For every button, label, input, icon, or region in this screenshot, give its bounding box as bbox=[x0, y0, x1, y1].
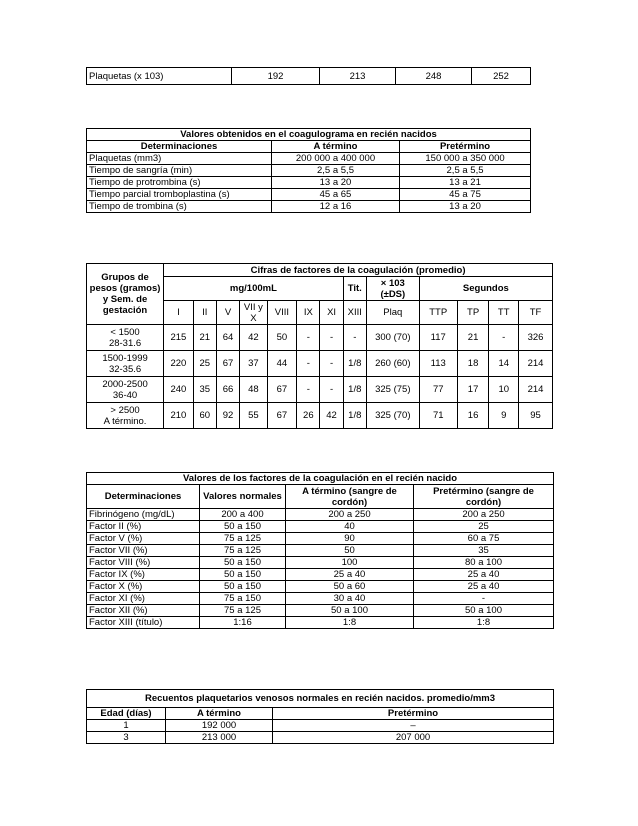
row-label: Fibrinógeno (mg/dL) bbox=[87, 509, 200, 521]
coagulogram-table bbox=[86, 128, 531, 213]
table-row bbox=[87, 68, 531, 85]
group-weight: < 1500 bbox=[110, 326, 140, 338]
cell-value: - bbox=[320, 351, 343, 377]
table-row bbox=[87, 605, 554, 617]
cell-value: 25 bbox=[193, 351, 216, 377]
subheader-plaq: × 103 (±DS) bbox=[366, 277, 419, 301]
group-label bbox=[87, 351, 164, 377]
table-row bbox=[87, 617, 554, 629]
cell-value: 75 a 150 bbox=[200, 593, 286, 605]
cell-value: 50 a 150 bbox=[200, 557, 286, 569]
column-header: IX bbox=[297, 301, 320, 325]
row-label: Tiempo de protrombina (s) bbox=[87, 177, 272, 189]
column-header: TF bbox=[519, 301, 553, 325]
cell-value: 300 (70) bbox=[366, 325, 419, 351]
row-label: Factor VII (%) bbox=[87, 545, 200, 557]
cell-value: - bbox=[320, 325, 343, 351]
cell-value: 25 bbox=[414, 521, 554, 533]
group-weight: 2000-2500 bbox=[102, 378, 148, 390]
cell-value: 17 bbox=[457, 377, 489, 403]
cell-value: 26 bbox=[297, 403, 320, 429]
table-row bbox=[87, 545, 554, 557]
cell-value: 90 bbox=[286, 533, 414, 545]
cell-value: 13 a 20 bbox=[272, 177, 400, 189]
row-label: Plaquetas (mm3) bbox=[87, 153, 272, 165]
cell-value: 25 a 40 bbox=[286, 569, 414, 581]
group-label bbox=[87, 377, 164, 403]
cell-value: 192 000 bbox=[166, 720, 273, 732]
cell-value: 213 000 bbox=[166, 732, 273, 744]
column-header: Edad (días) bbox=[87, 708, 166, 720]
cell-value: 1:8 bbox=[286, 617, 414, 629]
subheader-tit: Tit. bbox=[343, 277, 366, 301]
column-header: Pretérmino bbox=[273, 708, 554, 720]
cell-value: 210 bbox=[164, 403, 194, 429]
cell-value: 220 bbox=[164, 351, 194, 377]
cell-value: 200 a 400 bbox=[200, 509, 286, 521]
group-weeks: A término. bbox=[103, 415, 147, 427]
group-weeks: 36-40 bbox=[112, 389, 138, 401]
cell-value: 50 a 150 bbox=[200, 569, 286, 581]
cell-value: 200 a 250 bbox=[414, 509, 554, 521]
cell-value: 92 bbox=[216, 403, 239, 429]
row-label: Factor IX (%) bbox=[87, 569, 200, 581]
cell-value: 95 bbox=[519, 403, 553, 429]
cell-value: 18 bbox=[457, 351, 489, 377]
cell-value: 1/8 bbox=[343, 403, 366, 429]
row-label: Factor V (%) bbox=[87, 533, 200, 545]
platelets-value: 248 bbox=[396, 68, 472, 85]
cell-value: 16 bbox=[457, 403, 489, 429]
group-header: Grupos de pesos (gramos) y Sem. de gestación bbox=[87, 264, 164, 325]
row-label: Tiempo de sangría (min) bbox=[87, 165, 272, 177]
column-header: I bbox=[164, 301, 194, 325]
cell-value: - bbox=[489, 325, 519, 351]
cell-value: 50 a 60 bbox=[286, 581, 414, 593]
table-row bbox=[87, 581, 554, 593]
cell-value: 325 (70) bbox=[366, 403, 419, 429]
cell-value: 214 bbox=[519, 351, 553, 377]
cell-value: 45 a 65 bbox=[272, 189, 400, 201]
table-row bbox=[87, 189, 531, 201]
table-row bbox=[87, 569, 554, 581]
cell-value: 75 a 125 bbox=[200, 605, 286, 617]
cell-value: 2,5 a 5,5 bbox=[400, 165, 531, 177]
cell-value: 80 a 100 bbox=[414, 557, 554, 569]
cell-value: 12 a 16 bbox=[272, 201, 400, 213]
cell-value: 240 bbox=[164, 377, 194, 403]
cell-value: 55 bbox=[240, 403, 267, 429]
table-row bbox=[87, 521, 554, 533]
column-header: VII y X bbox=[240, 301, 267, 325]
cell-value: - bbox=[297, 351, 320, 377]
column-header: Determinaciones bbox=[87, 485, 200, 509]
cell-value: 3 bbox=[87, 732, 166, 744]
cell-value: 71 bbox=[419, 403, 457, 429]
column-header: XIII bbox=[343, 301, 366, 325]
cell-value: 35 bbox=[414, 545, 554, 557]
column-header: Determinaciones bbox=[87, 141, 272, 153]
cell-value: 326 bbox=[519, 325, 553, 351]
cell-value: 1/8 bbox=[343, 377, 366, 403]
table-row bbox=[87, 732, 554, 744]
cell-value: 50 bbox=[286, 545, 414, 557]
cell-value: 37 bbox=[240, 351, 267, 377]
cell-value: - bbox=[320, 377, 343, 403]
table-row bbox=[87, 593, 554, 605]
table-row bbox=[87, 201, 531, 213]
cell-value: 9 bbox=[489, 403, 519, 429]
cell-value: 25 a 40 bbox=[414, 581, 554, 593]
platelet-counts-table bbox=[86, 689, 554, 744]
cell-value: 67 bbox=[216, 351, 239, 377]
group-weeks: 28-31.6 bbox=[108, 337, 142, 349]
table-title: Recuentos plaquetarios venosos normales en recién nacidos. promedio/mm3 bbox=[87, 690, 554, 708]
table-title: Valores obtenidos en el coagulograma en recién nacidos bbox=[87, 129, 531, 141]
cell-value: 1 bbox=[87, 720, 166, 732]
cell-value: - bbox=[297, 377, 320, 403]
column-header: A término bbox=[272, 141, 400, 153]
table-row bbox=[87, 351, 553, 377]
cell-value: 67 bbox=[267, 403, 297, 429]
platelets-value: 213 bbox=[320, 68, 396, 85]
cell-value: 66 bbox=[216, 377, 239, 403]
cell-value: 50 a 150 bbox=[200, 521, 286, 533]
table-row bbox=[87, 533, 554, 545]
cell-value: 44 bbox=[267, 351, 297, 377]
group-label bbox=[87, 403, 164, 429]
cell-value: 21 bbox=[457, 325, 489, 351]
cell-value: 50 a 100 bbox=[414, 605, 554, 617]
cell-value: 113 bbox=[419, 351, 457, 377]
cell-value: 67 bbox=[267, 377, 297, 403]
cell-value: 325 (75) bbox=[366, 377, 419, 403]
cell-value: 60 a 75 bbox=[414, 533, 554, 545]
row-label: Tiempo parcial tromboplastina (s) bbox=[87, 189, 272, 201]
table-row bbox=[87, 377, 553, 403]
platelets-label: Plaquetas (x 103) bbox=[87, 68, 232, 85]
row-label: Factor XII (%) bbox=[87, 605, 200, 617]
table-title: Cifras de factores de la coagulación (promedio) bbox=[164, 264, 553, 277]
coagulation-factors-table bbox=[86, 263, 553, 429]
table-row bbox=[87, 325, 553, 351]
column-header: A término bbox=[166, 708, 273, 720]
column-header: TP bbox=[457, 301, 489, 325]
cell-value: 40 bbox=[286, 521, 414, 533]
cell-value: 64 bbox=[216, 325, 239, 351]
table-row bbox=[87, 720, 554, 732]
newborn-factors-table bbox=[86, 472, 554, 629]
platelets-value: 252 bbox=[472, 68, 531, 85]
column-header: TTP bbox=[419, 301, 457, 325]
row-label: Factor XI (%) bbox=[87, 593, 200, 605]
cell-value: 1:8 bbox=[414, 617, 554, 629]
table-row bbox=[87, 165, 531, 177]
column-header: VIII bbox=[267, 301, 297, 325]
cell-value: - bbox=[297, 325, 320, 351]
group-weeks: 32-35.6 bbox=[108, 363, 142, 375]
column-header: II bbox=[193, 301, 216, 325]
subheader-seconds: Segundos bbox=[419, 277, 552, 301]
cell-value: 60 bbox=[193, 403, 216, 429]
cell-value: 1/8 bbox=[343, 351, 366, 377]
cell-value: 77 bbox=[419, 377, 457, 403]
column-header: XI bbox=[320, 301, 343, 325]
table-row bbox=[87, 153, 531, 165]
cell-value: 215 bbox=[164, 325, 194, 351]
column-header: V bbox=[216, 301, 239, 325]
cell-value: 75 a 125 bbox=[200, 545, 286, 557]
group-label bbox=[87, 325, 164, 351]
cell-value: 21 bbox=[193, 325, 216, 351]
column-header: Valores normales bbox=[200, 485, 286, 509]
cell-value: 1:16 bbox=[200, 617, 286, 629]
column-header: Plaq bbox=[366, 301, 419, 325]
cell-value: 50 bbox=[267, 325, 297, 351]
cell-value: 50 a 100 bbox=[286, 605, 414, 617]
cell-value: 150 000 a 350 000 bbox=[400, 153, 531, 165]
table-row bbox=[87, 177, 531, 189]
cell-value: 14 bbox=[489, 351, 519, 377]
cell-value: - bbox=[343, 325, 366, 351]
group-weight: > 2500 bbox=[110, 404, 140, 416]
cell-value: 13 a 20 bbox=[400, 201, 531, 213]
column-header: Pretérmino (sangre de cordón) bbox=[414, 485, 554, 509]
cell-value: 30 a 40 bbox=[286, 593, 414, 605]
row-label: Factor XIII (título) bbox=[87, 617, 200, 629]
cell-value: 48 bbox=[240, 377, 267, 403]
cell-value: - bbox=[414, 593, 554, 605]
cell-value: 117 bbox=[419, 325, 457, 351]
table-row bbox=[87, 403, 553, 429]
cell-value: 2,5 a 5,5 bbox=[272, 165, 400, 177]
cell-value: – bbox=[273, 720, 554, 732]
cell-value: 214 bbox=[519, 377, 553, 403]
cell-value: 207 000 bbox=[273, 732, 554, 744]
row-label: Tiempo de trombina (s) bbox=[87, 201, 272, 213]
cell-value: 45 a 75 bbox=[400, 189, 531, 201]
cell-value: 100 bbox=[286, 557, 414, 569]
cell-value: 42 bbox=[320, 403, 343, 429]
platelets-value: 192 bbox=[232, 68, 320, 85]
cell-value: 260 (60) bbox=[366, 351, 419, 377]
cell-value: 200 a 250 bbox=[286, 509, 414, 521]
cell-value: 75 a 125 bbox=[200, 533, 286, 545]
cell-value: 50 a 150 bbox=[200, 581, 286, 593]
group-weight: 1500-1999 bbox=[102, 352, 148, 364]
column-header: Pretérmino bbox=[400, 141, 531, 153]
cell-value: 35 bbox=[193, 377, 216, 403]
row-label: Factor VIII (%) bbox=[87, 557, 200, 569]
column-header: TT bbox=[489, 301, 519, 325]
row-label: Factor X (%) bbox=[87, 581, 200, 593]
cell-value: 42 bbox=[240, 325, 267, 351]
table-row bbox=[87, 557, 554, 569]
cell-value: 25 a 40 bbox=[414, 569, 554, 581]
table-title: Valores de los factores de la coagulación en el recién nacido bbox=[87, 473, 554, 485]
column-header: A término (sangre de cordón) bbox=[286, 485, 414, 509]
cell-value: 13 a 21 bbox=[400, 177, 531, 189]
table-row bbox=[87, 509, 554, 521]
cell-value: 10 bbox=[489, 377, 519, 403]
subheader-mg: mg/100mL bbox=[164, 277, 344, 301]
row-label: Factor II (%) bbox=[87, 521, 200, 533]
cell-value: 200 000 a 400 000 bbox=[272, 153, 400, 165]
platelets-table bbox=[86, 67, 531, 85]
